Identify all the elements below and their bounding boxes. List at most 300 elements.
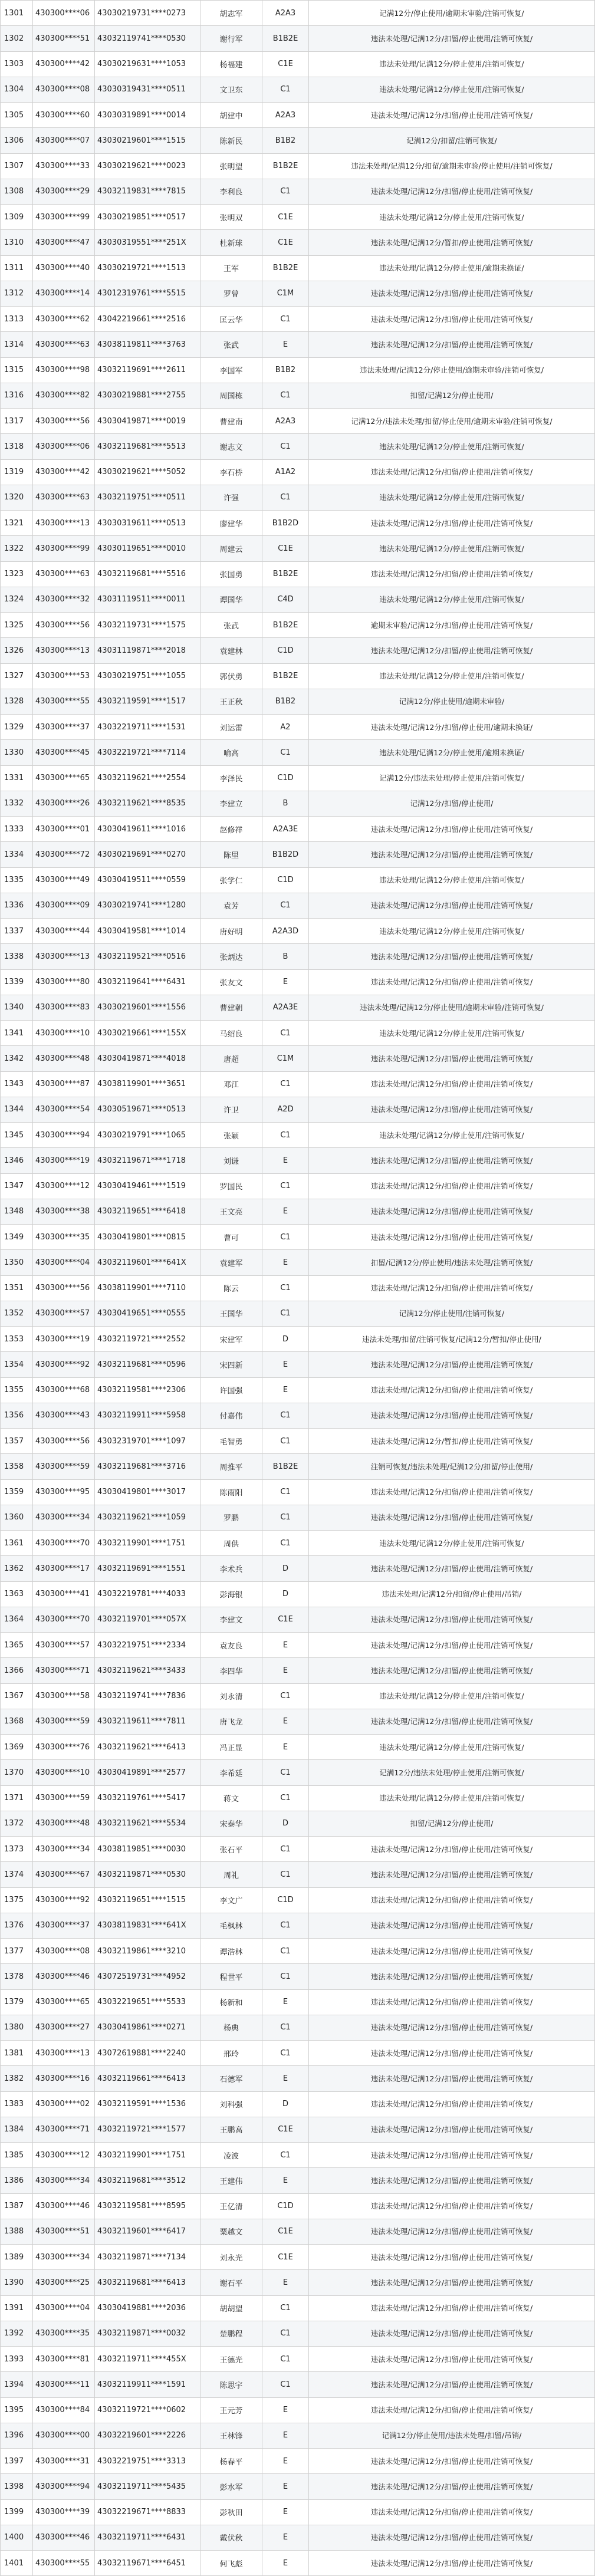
row-number: 1362 (1, 1556, 33, 1581)
file-number: 430300****59 (33, 1785, 95, 1811)
file-number: 430300****46 (33, 2525, 95, 2550)
status-note: 违法未处理/记满12分/扣留/停止使用/注销可恢复/ (309, 1887, 595, 1913)
table-row (1, 1964, 595, 1989)
status-note: 记满12分/扣留/注销可恢复/ (309, 128, 595, 153)
license-class: C1 (262, 2143, 309, 2168)
id-number: 43032119661****6413 (95, 2066, 200, 2091)
table-row (1, 1479, 595, 1505)
row-number: 1328 (1, 689, 33, 714)
driver-name: 王德光 (200, 2347, 262, 2372)
table-row (1, 689, 595, 714)
license-class: C1M (262, 281, 309, 306)
license-class: C1D (262, 765, 309, 791)
table-row (1, 255, 595, 281)
table-row (1, 1275, 595, 1301)
driver-name: 彭海银 (200, 1581, 262, 1607)
driver-name: 李泽民 (200, 765, 262, 791)
id-number: 43032119711****6431 (95, 2525, 200, 2550)
license-class: A1A2 (262, 459, 309, 485)
id-number: 43032219721****7114 (95, 740, 200, 765)
table-row (1, 1403, 595, 1428)
id-number: 43032119601****6417 (95, 2219, 200, 2244)
table-row (1, 817, 595, 842)
driver-name: 周供 (200, 1531, 262, 1556)
id-number: 43030319431****0511 (95, 77, 200, 102)
table-row (1, 561, 595, 587)
driver-name: 谭国华 (200, 587, 262, 612)
status-note: 违法未处理/记满12分/扣留/停止使用/注销可恢复/ (309, 1199, 595, 1224)
status-note: 记满12分/停止使用/逾期未审验/ (309, 689, 595, 714)
status-note: 违法未处理/记满12分/扣留/停止使用/注销可恢复/ (309, 969, 595, 995)
status-note: 违法未处理/记满12分/停止使用/注销可恢复/ (309, 1683, 595, 1709)
row-number: 1373 (1, 1837, 33, 1862)
table-row (1, 2474, 595, 2499)
status-note: 违法未处理/记满12分/扣留/停止使用/注销可恢复/ (309, 2219, 595, 2244)
file-number: 430300****34 (33, 1837, 95, 1862)
status-note: 违法未处理/记满12分/扣留/停止使用/注销可恢复/ (309, 2015, 595, 2040)
file-number: 430300****56 (33, 409, 95, 434)
driver-name: 许强 (200, 485, 262, 510)
row-number: 1368 (1, 1709, 33, 1734)
row-number: 1308 (1, 179, 33, 204)
row-number: 1310 (1, 230, 33, 255)
status-note: 违法未处理/记满12分/扣留/停止使用/注销可恢复/ (309, 2117, 595, 2142)
status-note: 违法未处理/记满12分/扣留/停止使用/注销可恢复/ (309, 944, 595, 969)
license-class: B1B2E (262, 153, 309, 179)
license-class: C1 (262, 1021, 309, 1046)
table-row (1, 944, 595, 969)
status-note: 违法未处理/记满12分/扣留/停止使用/注销可恢复/ (309, 2270, 595, 2295)
table-row (1, 1505, 595, 1530)
status-note: 违法未处理/记满12分/扣留/停止使用/注销可恢复/ (309, 1989, 595, 2015)
license-class: A2A3 (262, 409, 309, 434)
status-note: 记满12分/停止使用/逾期未审验/注销可恢复/ (309, 1, 595, 26)
row-number: 1378 (1, 1964, 33, 1989)
status-note: 违法未处理/记满12分/扣留/停止使用/吊销/ (309, 1581, 595, 1607)
id-number: 43030219731****0273 (95, 1, 200, 26)
row-number: 1360 (1, 1505, 33, 1530)
status-note: 违法未处理/记满12分/扣留/停止使用/注销可恢复/ (309, 1964, 595, 1989)
table-row (1, 1989, 595, 2015)
driver-name: 杨典 (200, 2015, 262, 2040)
table-row (1, 2117, 595, 2142)
driver-name: 罗鹏 (200, 1505, 262, 1530)
license-class: E (262, 1352, 309, 1377)
id-number: 43032119591****1517 (95, 689, 200, 714)
table-row (1, 715, 595, 740)
file-number: 430300****56 (33, 1429, 95, 1454)
row-number: 1398 (1, 2474, 33, 2499)
id-number: 43030219691****0270 (95, 842, 200, 867)
file-number: 430300****13 (33, 638, 95, 663)
table-row (1, 1046, 595, 1071)
driver-name: 谢行军 (200, 26, 262, 51)
license-class: C1 (262, 1479, 309, 1505)
status-note: 违法未处理/记满12分/停止使用/逾期未换证/ (309, 255, 595, 281)
driver-name: 刘谦 (200, 1148, 262, 1173)
file-number: 430300****92 (33, 1352, 95, 1377)
driver-name: 李建立 (200, 791, 262, 816)
driver-name: 王国华 (200, 1301, 262, 1326)
table-row (1, 51, 595, 77)
file-number: 430300****59 (33, 1709, 95, 1734)
row-number: 1352 (1, 1301, 33, 1326)
status-note: 违法未处理/记满12分/停止使用/注销可恢复/ (309, 663, 595, 689)
id-number: 43030419611****1016 (95, 817, 200, 842)
file-number: 430300****34 (33, 2245, 95, 2270)
driver-name: 周推平 (200, 1454, 262, 1479)
id-number: 43032119651****6418 (95, 1199, 200, 1224)
file-number: 430300****60 (33, 103, 95, 128)
driver-name: 张武 (200, 613, 262, 638)
status-note: 违法未处理/记满12分/停止使用/逾期未审验/注销可恢复/ (309, 995, 595, 1020)
row-number: 1316 (1, 383, 33, 408)
table-row (1, 1862, 595, 1887)
row-number: 1304 (1, 77, 33, 102)
driver-name: 杜新球 (200, 230, 262, 255)
license-class: C1E (262, 1607, 309, 1632)
file-number: 430300****63 (33, 561, 95, 587)
license-class: C1 (262, 1964, 309, 1989)
row-number: 1369 (1, 1735, 33, 1760)
driver-name: 王鹏高 (200, 2117, 262, 2142)
file-number: 430300****54 (33, 1097, 95, 1122)
driver-name: 袁友良 (200, 1633, 262, 1658)
license-class: C1 (262, 1913, 309, 1938)
driver-name: 胡胡望 (200, 2295, 262, 2321)
driver-name: 彭秋田 (200, 2499, 262, 2525)
license-class: B (262, 944, 309, 969)
id-number: 43032119721****0602 (95, 2397, 200, 2423)
file-number: 430300****55 (33, 689, 95, 714)
file-number: 430300****06 (33, 1, 95, 26)
file-number: 430300****68 (33, 1377, 95, 1403)
driver-name: 楚鹏程 (200, 2321, 262, 2346)
license-class: C1 (262, 1939, 309, 1964)
driver-name: 杨福建 (200, 51, 262, 77)
row-number: 1393 (1, 2347, 33, 2372)
row-number: 1391 (1, 2295, 33, 2321)
driver-name: 陈思宇 (200, 2372, 262, 2397)
file-number: 430300****32 (33, 587, 95, 612)
row-number: 1312 (1, 281, 33, 306)
file-number: 430300****40 (33, 255, 95, 281)
license-class: C1 (262, 179, 309, 204)
file-number: 430300****59 (33, 1454, 95, 1479)
row-number: 1327 (1, 663, 33, 689)
id-number: 43030319611****0513 (95, 511, 200, 536)
id-number: 43032119681****0596 (95, 1352, 200, 1377)
id-number: 43030219721****1513 (95, 255, 200, 281)
file-number: 430300****82 (33, 383, 95, 408)
status-note: 违法未处理/记满12分/扣留/逾期未审验/停止使用/注销可恢复/ (309, 153, 595, 179)
status-note: 违法未处理/记满12分/停止使用/注销可恢复/ (309, 1021, 595, 1046)
status-note: 违法未处理/记满12分/扣留/停止使用/注销可恢复/ (309, 307, 595, 332)
license-class: C1 (262, 1225, 309, 1250)
row-number: 1384 (1, 2117, 33, 2142)
row-number: 1374 (1, 1862, 33, 1887)
table-row (1, 1148, 595, 1173)
license-class: B1B2D (262, 842, 309, 867)
status-note: 记满12分/违法未处理/停止使用/注销可恢复/ (309, 765, 595, 791)
row-number: 1329 (1, 715, 33, 740)
license-class: C1 (262, 1301, 309, 1326)
license-class: B1B2 (262, 128, 309, 153)
driver-name: 何飞彪 (200, 2551, 262, 2576)
driver-name: 许卫 (200, 1097, 262, 1122)
table-row (1, 969, 595, 995)
file-number: 430300****19 (33, 1148, 95, 1173)
id-number: 43032219751****3313 (95, 2449, 200, 2474)
row-number: 1336 (1, 893, 33, 918)
file-number: 430300****94 (33, 1123, 95, 1148)
status-note: 违法未处理/记满12分/停止使用/注销可恢复/ (309, 1785, 595, 1811)
status-note: 违法未处理/记满12分/扣留/停止使用/注销可恢复/ (309, 2397, 595, 2423)
license-class: B1B2E (262, 663, 309, 689)
status-note: 违法未处理/记满12分/扣留/停止使用/注销可恢复/ (309, 1505, 595, 1530)
driver-name: 王林锋 (200, 2423, 262, 2448)
table-row (1, 383, 595, 408)
row-number: 1309 (1, 205, 33, 230)
table-row (1, 2295, 595, 2321)
row-number: 1381 (1, 2041, 33, 2066)
table-row (1, 409, 595, 434)
file-number: 430300****26 (33, 791, 95, 816)
driver-name: 匡云华 (200, 307, 262, 332)
row-number: 1361 (1, 1531, 33, 1556)
driver-name: 张武 (200, 332, 262, 357)
file-number: 430300****00 (33, 2423, 95, 2448)
license-class: B1B2 (262, 689, 309, 714)
id-number: 43030119651****0010 (95, 536, 200, 561)
status-note: 违法未处理/记满12分/扣留/停止使用/注销可恢复/ (309, 1173, 595, 1199)
status-note: 违法未处理/记满12分/停止使用/注销可恢复/ (309, 867, 595, 893)
row-number: 1397 (1, 2449, 33, 2474)
table-row (1, 511, 595, 536)
id-number: 43038119811****3763 (95, 332, 200, 357)
license-class: E (262, 2551, 309, 2576)
license-class: C1 (262, 1862, 309, 1887)
license-class: C1 (262, 1785, 309, 1811)
driver-name: 刘科强 (200, 2091, 262, 2117)
row-number: 1353 (1, 1327, 33, 1352)
id-number: 43032119621****2554 (95, 765, 200, 791)
file-number: 430300****47 (33, 230, 95, 255)
table-row (1, 2397, 595, 2423)
status-note: 违法未处理/记满12分/扣留/停止使用/注销可恢复/ (309, 179, 595, 204)
file-number: 430300****55 (33, 2551, 95, 2576)
id-number: 43032119691****2611 (95, 357, 200, 383)
row-number: 1364 (1, 1607, 33, 1632)
license-class: C1 (262, 434, 309, 459)
row-number: 1356 (1, 1403, 33, 1428)
license-class: B1B2E (262, 561, 309, 587)
table-row (1, 919, 595, 944)
driver-name: 曹可 (200, 1225, 262, 1250)
row-number: 1303 (1, 51, 33, 77)
file-number: 430300****10 (33, 1021, 95, 1046)
table-row (1, 2015, 595, 2040)
license-class: C1 (262, 2041, 309, 2066)
license-class: E (262, 2423, 309, 2448)
id-number: 43032219711****1531 (95, 715, 200, 740)
row-number: 1380 (1, 2015, 33, 2040)
file-number: 430300****84 (33, 2397, 95, 2423)
file-number: 430300****37 (33, 715, 95, 740)
status-note: 扣留/记满12分/停止使用/ (309, 383, 595, 408)
license-class: C1 (262, 1683, 309, 1709)
id-number: 43032119721****1577 (95, 2117, 200, 2142)
license-class: B1B2E (262, 26, 309, 51)
id-number: 43030419651****0555 (95, 1301, 200, 1326)
license-class: E (262, 2449, 309, 2474)
file-number: 430300****53 (33, 663, 95, 689)
row-number: 1379 (1, 1989, 33, 2015)
id-number: 43030419861****0271 (95, 2015, 200, 2040)
status-note: 违法未处理/记满12分/扣留/停止使用/注销可恢复/ (309, 842, 595, 867)
status-note: 违法未处理/记满12分/扣留/停止使用/注销可恢复/ (309, 1837, 595, 1862)
driver-name: 袁芳 (200, 893, 262, 918)
row-number: 1370 (1, 1760, 33, 1785)
file-number: 430300****07 (33, 128, 95, 153)
driver-name: 粟越文 (200, 2219, 262, 2244)
id-number: 43030419891****2577 (95, 1760, 200, 1785)
row-number: 1306 (1, 128, 33, 153)
id-number: 43032119731****1575 (95, 613, 200, 638)
table-row (1, 1581, 595, 1607)
driver-name: 宋建军 (200, 1327, 262, 1352)
row-number: 1337 (1, 919, 33, 944)
license-class: E (262, 2168, 309, 2193)
id-number: 43032119711****455X (95, 2347, 200, 2372)
license-class: A2A3E (262, 995, 309, 1020)
status-note: 违法未处理/记满12分/扣留/停止使用/注销可恢复/ (309, 1275, 595, 1301)
table-row (1, 1531, 595, 1556)
status-note: 违法未处理/记满12分/扣留/停止使用/注销可恢复/ (309, 1148, 595, 1173)
row-number: 1389 (1, 2245, 33, 2270)
file-number: 430300****63 (33, 332, 95, 357)
status-note: 记满12分/停止使用/注销可恢复/ (309, 1301, 595, 1326)
status-note: 违法未处理/记满12分/扣留/停止使用/注销可恢复/ (309, 103, 595, 128)
id-number: 43030219601****1556 (95, 995, 200, 1020)
license-class: C1 (262, 893, 309, 918)
table-row (1, 2525, 595, 2550)
license-class: B1B2E (262, 1454, 309, 1479)
id-number: 43032119761****5417 (95, 1785, 200, 1811)
license-class: E (262, 2270, 309, 2295)
row-number: 1383 (1, 2091, 33, 2117)
license-class: E (262, 2474, 309, 2499)
driver-name: 彭水军 (200, 2474, 262, 2499)
license-class: A2A3 (262, 1, 309, 26)
id-number: 43032219751****2334 (95, 1633, 200, 1658)
id-number: 43032119871****0032 (95, 2321, 200, 2346)
driver-name: 张国勇 (200, 561, 262, 587)
file-number: 430300****08 (33, 1939, 95, 1964)
row-number: 1399 (1, 2499, 33, 2525)
status-note: 违法未处理/记满12分/扣留/停止使用/注销可恢复/ (309, 2449, 595, 2474)
license-class: E (262, 1250, 309, 1275)
id-number: 43030219631****1053 (95, 51, 200, 77)
status-note: 扣留/记满12分/停止使用/违法未处理/注销可恢复/ (309, 1250, 595, 1275)
row-number: 1343 (1, 1071, 33, 1097)
status-note: 记满12分/扣留/停止使用/ (309, 791, 595, 816)
status-note: 违法未处理/记满12分/扣留/停止使用/注销可恢复/ (309, 26, 595, 51)
row-number: 1366 (1, 1658, 33, 1683)
driver-name: 赵修祥 (200, 817, 262, 842)
file-number: 430300****51 (33, 2219, 95, 2244)
status-note: 违法未处理/记满12分/扣留/停止使用/注销可恢复/ (309, 1658, 595, 1683)
id-number: 43032119521****0516 (95, 944, 200, 969)
row-number: 1372 (1, 1811, 33, 1836)
license-class: C1D (262, 2193, 309, 2219)
id-number: 43032119901****1751 (95, 2143, 200, 2168)
id-number: 43032119911****1591 (95, 2372, 200, 2397)
row-number: 1333 (1, 817, 33, 842)
file-number: 430300****72 (33, 842, 95, 867)
driver-name: 戴伏秋 (200, 2525, 262, 2550)
status-note: 违法未处理/记满12分/停止使用/注销可恢复/ (309, 51, 595, 77)
id-number: 43032119681****3512 (95, 2168, 200, 2193)
license-class: E (262, 2397, 309, 2423)
table-row (1, 2372, 595, 2397)
status-note: 违法未处理/记满12分/扣留/停止使用/注销可恢复/ (309, 281, 595, 306)
license-class: C1 (262, 77, 309, 102)
id-number: 43032219651****5533 (95, 1989, 200, 2015)
driver-name: 郭伏勇 (200, 663, 262, 689)
table-row (1, 1811, 595, 1836)
driver-name: 李希廷 (200, 1760, 262, 1785)
id-number: 43072619881****2240 (95, 2041, 200, 2066)
file-number: 430300****92 (33, 1887, 95, 1913)
id-number: 43030419511****0559 (95, 867, 200, 893)
table-row (1, 1939, 595, 1964)
status-note: 违法未处理/记满12分/扣留/停止使用/注销可恢复/ (309, 2245, 595, 2270)
table-row (1, 1, 595, 26)
table-row (1, 1071, 595, 1097)
license-class: B1B2E (262, 255, 309, 281)
status-note: 违法未处理/记满12分/扣留/停止使用/注销可恢复/ (309, 1097, 595, 1122)
status-note: 违法未处理/记满12分/扣留/停止使用/注销可恢复/ (309, 1479, 595, 1505)
row-number: 1319 (1, 459, 33, 485)
license-class: D (262, 2091, 309, 2117)
table-row (1, 153, 595, 179)
driver-name: 张石平 (200, 1837, 262, 1862)
file-number: 430300****19 (33, 1327, 95, 1352)
table-row (1, 2219, 595, 2244)
id-number: 43032119681****5513 (95, 434, 200, 459)
id-number: 43032119601****641X (95, 1250, 200, 1275)
license-class: E (262, 1633, 309, 1658)
driver-name: 周礼 (200, 1862, 262, 1887)
driver-name: 陈云 (200, 1275, 262, 1301)
driver-name: 罗国民 (200, 1173, 262, 1199)
id-number: 43030219791****1065 (95, 1123, 200, 1148)
id-number: 43032119621****8535 (95, 791, 200, 816)
table-row (1, 1913, 595, 1938)
table-row (1, 1123, 595, 1148)
table-row (1, 1607, 595, 1632)
row-number: 1377 (1, 1939, 33, 1964)
driver-name: 周国栋 (200, 383, 262, 408)
id-number: 43032219671****8833 (95, 2499, 200, 2525)
id-number: 43030419581****1014 (95, 919, 200, 944)
driver-name: 谭浩林 (200, 1939, 262, 1964)
file-number: 430300****16 (33, 2066, 95, 2091)
status-note: 违法未处理/记满12分/扣留/停止使用/注销可恢复/ (309, 1071, 595, 1097)
table-row (1, 1021, 595, 1046)
file-number: 430300****10 (33, 1760, 95, 1785)
